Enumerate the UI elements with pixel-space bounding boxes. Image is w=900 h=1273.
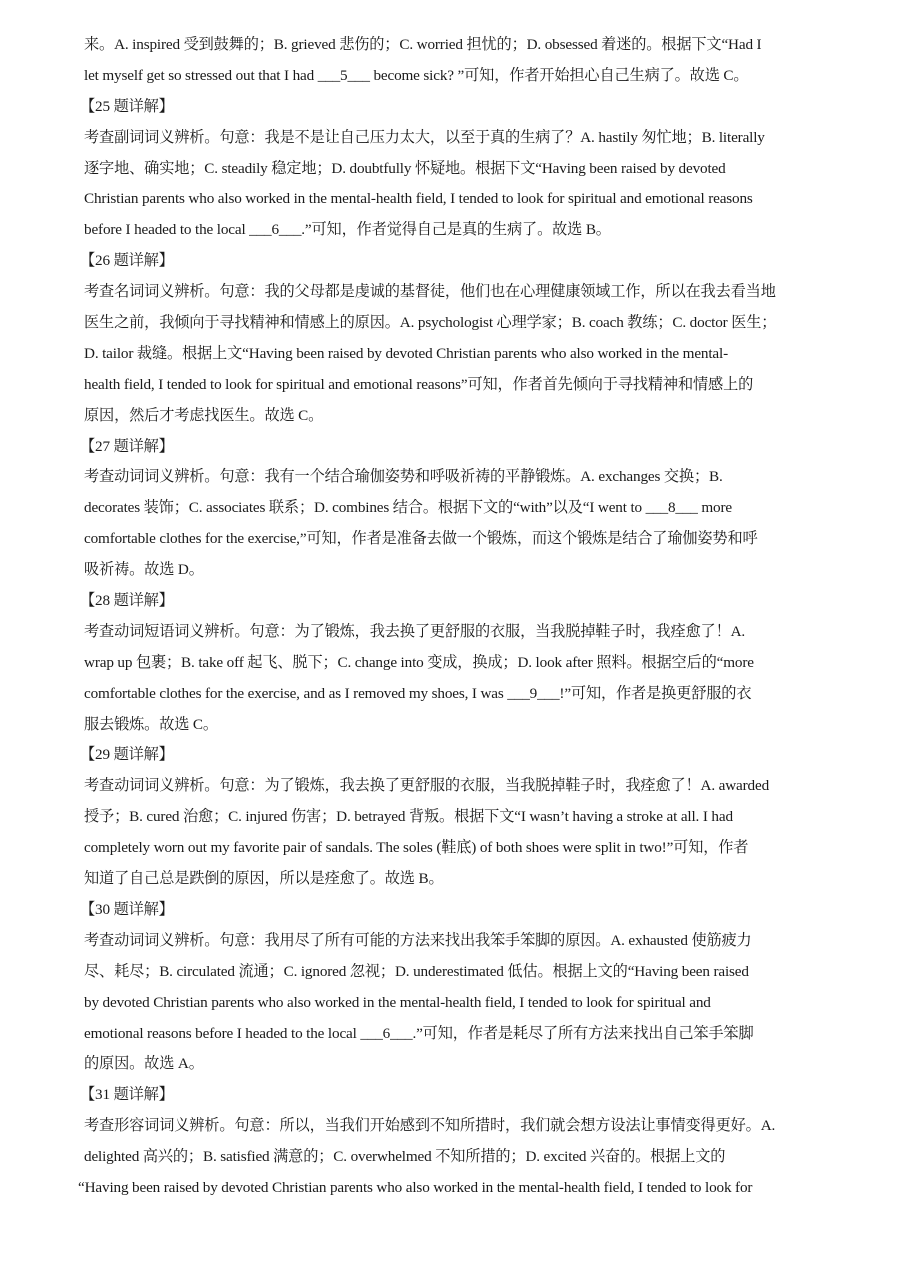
section-heading: 【26 题详解】: [80, 252, 174, 270]
text-line: comfortable clothes for the exercise,”可知，作者是准备去做一个锻炼，而这个锻炼是结合了瑜伽姿势和呼: [84, 530, 758, 548]
text-line: 原因，然后才考虑找医生。故选 C。: [84, 406, 324, 424]
text-line: comfortable clothes for the exercise, and as I removed my shoes, I was ___9___!”可知，作者是换更舒服的衣: [84, 684, 752, 702]
text-line: 知道了自己总是跌倒的原因，所以是痊愈了。故选 B。: [84, 870, 444, 888]
section-heading: 【28 题详解】: [80, 592, 174, 610]
text-line: 的原因。故选 A。: [84, 1055, 204, 1073]
text-line: Christian parents who also worked in the mental-health field, I tended to look for spiritual and emotional reasons: [84, 190, 753, 208]
text-line: delighted 高兴的；B. satisfied 满意的；C. overwhelmed 不知所措的；D. excited 兴奋的。根据上文的: [84, 1148, 726, 1166]
text-line: 尽、耗尽；B. circulated 流通；C. ignored 忽视；D. underestimated 低估。根据上文的“Having been raised: [84, 962, 749, 980]
text-line: 授予；B. cured 治愈；C. injured 伤害；D. betrayed 背叛。根据下文“I wasn’t having a stroke at all. I had: [84, 808, 733, 826]
section-heading: 【29 题详解】: [80, 746, 174, 764]
text-line: 来。A. inspired 受到鼓舞的；B. grieved 悲伤的；C. worried 担忧的；D. obsessed 着迷的。根据下文“Had I: [84, 36, 762, 53]
text-line: 考查动词词义辨析。句意：我有一个结合瑜伽姿势和呼吸祈祷的平静锻炼。A. exchanges 交换；B.: [84, 468, 723, 486]
text-line: 考查形容词词义辨析。句意：所以，当我们开始感到不知所措时，我们就会想方设法让事情变得更好。A.: [84, 1117, 776, 1135]
text-line: completely worn out my favorite pair of sandals. The soles (鞋底) of both shoes were split in two!”可知，作者: [84, 839, 749, 857]
text-line: wrap up 包裹；B. take off 起飞、脱下；C. change into 变成，换成；D. look after 照料。根据空后的“more: [84, 653, 754, 671]
text-line: let myself get so stressed out that I had ___5___ become sick? ”可知，作者开始担心自己生病了。故选 C。: [84, 66, 749, 84]
text-line: decorates 装饰；C. associates 联系；D. combines 结合。根据下文的“with”以及“I went to ___8___ more: [84, 499, 732, 517]
text-line: 考查副词词义辨析。句意：我是不是让自己压力太大，以至于真的生病了？A. hastily 匆忙地；B. literally: [84, 128, 765, 146]
text-line: before I headed to the local ___6___.”可知，作者觉得自己是真的生病了。故选 B。: [84, 221, 611, 239]
text-line: 服去锻炼。故选 C。: [84, 715, 218, 733]
text-line: D. tailor 裁缝。根据上文“Having been raised by devoted Christian parents who also worked in the mental-: [84, 344, 728, 362]
section-heading: 【27 题详解】: [80, 437, 174, 455]
text-line: 考查动词词义辨析。句意：为了锻炼，我去换了更舒服的衣服，当我脱掉鞋子时，我痊愈了！A. awarded: [84, 777, 770, 795]
section-heading: 【25 题详解】: [80, 97, 174, 115]
text-line: 考查名词词义辨析。句意：我的父母都是虔诚的基督徒，他们也在心理健康领域工作，所以在我去看当地: [84, 283, 776, 301]
document-body: [78, 30, 824, 1204]
text-line: 考查动词短语词义辨析。句意：为了锻炼，我去换了更舒服的衣服，当我脱掉鞋子时，我痊愈了！A.: [84, 622, 746, 640]
text-line: 吸祈祷。故选 D。: [84, 561, 204, 579]
text-line: “Having been raised by devoted Christian parents who also worked in the mental-health field, I tended to look for: [78, 1178, 753, 1196]
text-line: emotional reasons before I headed to the local ___6___.”可知，作者是耗尽了所有方法来找出自己笨手笨脚: [84, 1024, 754, 1042]
text-line: health field, I tended to look for spiritual and emotional reasons”可知，作者首先倾向于寻找精神和情感上的: [84, 375, 754, 393]
section-heading: 【31 题详解】: [80, 1086, 174, 1104]
text-line: 医生之前，我倾向于寻找精神和情感上的原因。A. psychologist 心理学家；B. coach 教练；C. doctor 医生；: [84, 314, 777, 332]
section-heading: 【30 题详解】: [80, 900, 174, 918]
text-line: 考查动词词义辨析。句意：我用尽了所有可能的方法来找出我笨手笨脚的原因。A. exhausted 使筋疲力: [84, 931, 752, 949]
text-line: by devoted Christian parents who also worked in the mental-health field, I tended to look for spiritual and: [84, 993, 711, 1011]
text-line: 逐字地、确实地；C. steadily 稳定地；D. doubtfully 怀疑地。根据下文“Having been raised by devoted: [84, 159, 726, 177]
